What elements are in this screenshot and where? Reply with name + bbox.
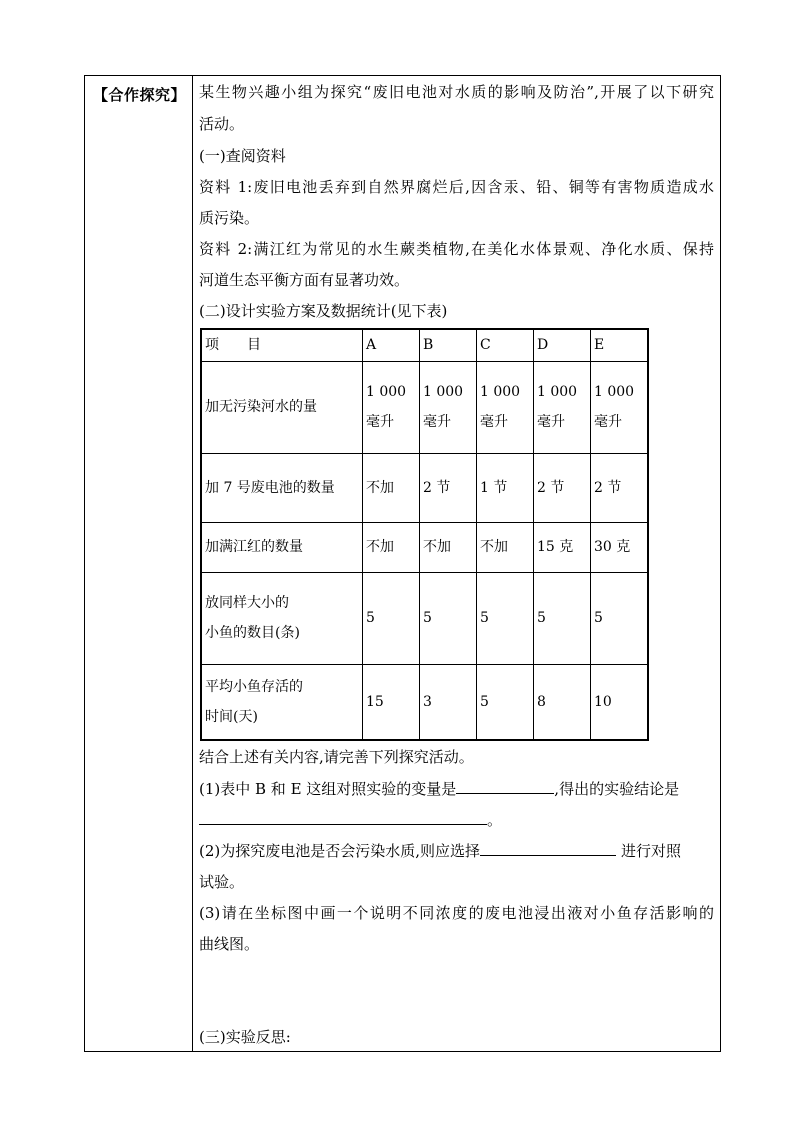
question-1 [199,779,679,799]
question-1-text-2: ,得出的实验结论是 [554,780,680,798]
answer-blank-variable[interactable] [456,779,554,794]
row-azolla-e: 30 克 [591,522,649,572]
row-water-a: 1 000 毫升 [363,361,420,453]
experiment-table [200,328,649,741]
row-water-label: 加无污染河水的量 [201,361,363,453]
row-time-d: 8 [534,664,591,740]
row-battery-a: 不加 [363,453,420,522]
intro-line-2: 活动。 [199,115,245,133]
table-row-azolla [201,522,648,572]
row-water-c: 1 000 毫升 [477,361,534,453]
row-battery-label: 加 7 号废电池的数量 [201,453,363,522]
row-fish-d: 5 [534,572,591,664]
row-fish-a: 5 [363,572,420,664]
header-col-e: E [591,329,649,361]
material1-line-1: 资料 1:废旧电池丢弃到自然界腐烂后,因含汞、铅、铜等有害物质造成水 [199,178,714,196]
question-2-text-2: 进行对照 [621,842,682,860]
row-azolla-b: 不加 [420,522,477,572]
question-3-line-1: (3)请在坐标图中画一个说明不同浓度的废电池浸出液对小鱼存活影响的 [199,904,714,922]
part1-heading: (一)查阅资料 [199,147,286,165]
row-time-label: 平均小鱼存活的 时间(天) [201,664,363,740]
row-time-c: 5 [477,664,534,740]
material2-line-1: 资料 2:满江红为常见的水生蕨类植物,在美化水体景观、净化水质、保持 [199,240,714,258]
worksheet-table [84,75,721,1052]
question-2-line-2: 试验。 [199,873,245,891]
row-fish-e: 5 [591,572,649,664]
question-1-end: 。 [487,811,503,829]
row-water-e: 1 000 毫升 [591,361,649,453]
material1-line-2: 质污染。 [199,209,260,227]
table-row-time [201,664,648,740]
row-battery-c: 1 节 [477,453,534,522]
after-table-text: 结合上述有关内容,请完善下列探究活动。 [199,748,474,766]
answer-blank-groups[interactable] [480,841,616,856]
table-header-row [201,329,648,361]
row-azolla-label: 加满江红的数量 [201,522,363,572]
row-water-b: 1 000 毫升 [420,361,477,453]
header-col-a: A [363,329,420,361]
row-battery-d: 2 节 [534,453,591,522]
row-azolla-d: 15 克 [534,522,591,572]
question-1-text: (1)表中 B 和 E 这组对照实验的变量是 [199,780,457,798]
material2-line-2: 河道生态平衡方面有显著功效。 [199,271,410,289]
section-label: 【合作探究】 [93,86,187,104]
intro-line-1: 某生物兴趣小组为探究“废旧电池对水质的影响及防治”,开展了以下研究 [199,83,714,101]
row-fish-label: 放同样大小的 小鱼的数目(条) [201,572,363,664]
row-time-a: 15 [363,664,420,740]
question-1-line-2 [199,810,502,830]
row-time-e: 10 [591,664,649,740]
answer-blank-conclusion[interactable] [199,810,487,825]
row-battery-e: 2 节 [591,453,649,522]
table-row-water [201,361,648,453]
part2-heading: (二)设计实验方案及数据统计(见下表) [199,302,448,320]
question-3-line-2: 曲线图。 [199,935,260,953]
row-fish-c: 5 [477,572,534,664]
header-col-d: D [534,329,591,361]
row-time-b: 3 [420,664,477,740]
table-row-fish [201,572,648,664]
row-fish-b: 5 [420,572,477,664]
row-azolla-a: 不加 [363,522,420,572]
part3-heading: (三)实验反思: [199,1028,291,1046]
question-2-text: (2)为探究废电池是否会污染水质,则应选择 [199,842,481,860]
column-divider [192,76,193,1051]
header-label: 项 目 [201,329,363,361]
row-azolla-c: 不加 [477,522,534,572]
header-col-c: C [477,329,534,361]
question-2 [199,841,681,861]
table-row-battery [201,453,648,522]
row-battery-b: 2 节 [420,453,477,522]
header-col-b: B [420,329,477,361]
row-water-d: 1 000 毫升 [534,361,591,453]
